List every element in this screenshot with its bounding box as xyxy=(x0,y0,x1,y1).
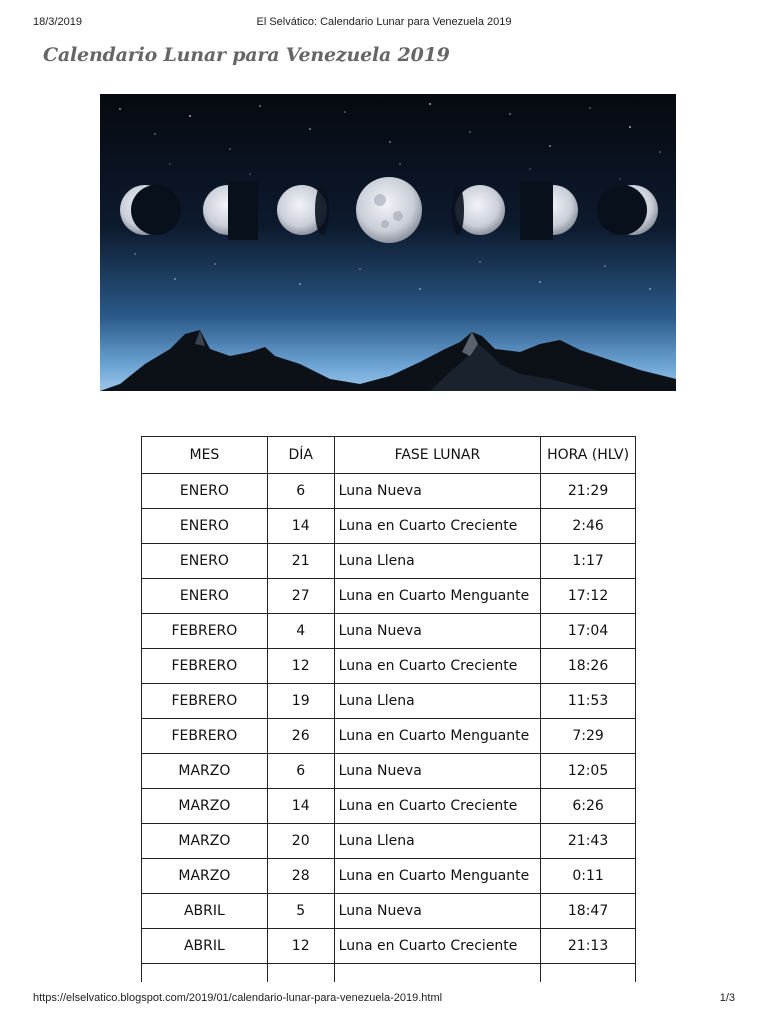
table-row xyxy=(142,754,636,789)
cell-mes: ABRIL xyxy=(142,894,268,929)
cell-mes: ENERO xyxy=(142,579,268,614)
moon-phases-over-mountains-image xyxy=(100,94,676,391)
print-page-title: El Selvático: Calendario Lunar para Venezuela 2019 xyxy=(256,16,512,28)
table-row-partial xyxy=(142,964,636,982)
cell-hora: 21:13 xyxy=(541,929,636,964)
table-row xyxy=(142,509,636,544)
cell-dia: 12 xyxy=(267,929,334,964)
table-row xyxy=(142,894,636,929)
header-hora: HORA (HLV) xyxy=(541,437,636,474)
table-row xyxy=(142,614,636,649)
post-title: Calendario Lunar para Venezuela 2019 xyxy=(43,44,450,66)
cell-hora: 1:17 xyxy=(541,544,636,579)
cell-dia: 28 xyxy=(267,859,334,894)
cell-dia: 4 xyxy=(267,614,334,649)
cell-hora: 21:29 xyxy=(541,474,636,509)
table-row xyxy=(142,929,636,964)
header-dia: DÍA xyxy=(267,437,334,474)
table-row xyxy=(142,649,636,684)
table-row xyxy=(142,579,636,614)
cell-hora: 2:46 xyxy=(541,509,636,544)
cell-fase: Luna en Cuarto Menguante xyxy=(334,719,541,754)
cell-mes: MARZO xyxy=(142,789,268,824)
cell-dia: 14 xyxy=(267,789,334,824)
header-fase-lunar: FASE LUNAR xyxy=(334,437,541,474)
cell-dia: 27 xyxy=(267,579,334,614)
cell-mes: ENERO xyxy=(142,544,268,579)
cell-dia: 6 xyxy=(267,474,334,509)
cell-hora: 12:05 xyxy=(541,754,636,789)
cell-hora: 17:12 xyxy=(541,579,636,614)
cell-mes: FEBRERO xyxy=(142,719,268,754)
cell-fase: Luna Nueva xyxy=(334,614,541,649)
table-header-row xyxy=(142,437,636,474)
print-header xyxy=(0,16,768,32)
cell-dia: 12 xyxy=(267,649,334,684)
cell-fase: Luna en Cuarto Creciente xyxy=(334,649,541,684)
cell-hora: 17:04 xyxy=(541,614,636,649)
cell-fase: Luna en Cuarto Creciente xyxy=(334,509,541,544)
cell-hora: 18:26 xyxy=(541,649,636,684)
table-row xyxy=(142,474,636,509)
page-number: 1/3 xyxy=(719,992,735,1004)
cell-mes: MARZO xyxy=(142,859,268,894)
table-row xyxy=(142,859,636,894)
print-date: 18/3/2019 xyxy=(33,16,82,28)
table-row xyxy=(142,544,636,579)
cell-fase: Luna en Cuarto Creciente xyxy=(334,929,541,964)
cell-hora: 18:47 xyxy=(541,894,636,929)
header-mes: MES xyxy=(142,437,268,474)
cell-dia: 21 xyxy=(267,544,334,579)
cell-dia: 26 xyxy=(267,719,334,754)
cell-empty xyxy=(142,964,268,982)
cell-fase: Luna Nueva xyxy=(334,754,541,789)
cell-mes: ABRIL xyxy=(142,929,268,964)
cell-fase: Luna en Cuarto Creciente xyxy=(334,789,541,824)
cell-empty xyxy=(334,964,541,982)
cell-hora: 6:26 xyxy=(541,789,636,824)
cell-dia: 20 xyxy=(267,824,334,859)
cell-empty xyxy=(267,964,334,982)
cell-dia: 14 xyxy=(267,509,334,544)
cell-fase: Luna Llena xyxy=(334,544,541,579)
cell-fase: Luna Llena xyxy=(334,684,541,719)
cell-mes: MARZO xyxy=(142,754,268,789)
cell-empty xyxy=(541,964,636,982)
cell-fase: Luna Nueva xyxy=(334,894,541,929)
page-url: https://elselvatico.blogspot.com/2019/01/calendario-lunar-para-venezuela-2019.html xyxy=(33,992,443,1004)
cell-fase: Luna Llena xyxy=(334,824,541,859)
cell-mes: FEBRERO xyxy=(142,684,268,719)
cell-dia: 19 xyxy=(267,684,334,719)
cell-mes: FEBRERO xyxy=(142,649,268,684)
cell-hora: 0:11 xyxy=(541,859,636,894)
cell-fase: Luna Nueva xyxy=(334,474,541,509)
cell-dia: 5 xyxy=(267,894,334,929)
cell-dia: 6 xyxy=(267,754,334,789)
cell-hora: 11:53 xyxy=(541,684,636,719)
cell-fase: Luna en Cuarto Menguante xyxy=(334,859,541,894)
table-row xyxy=(142,719,636,754)
cell-mes: MARZO xyxy=(142,824,268,859)
cell-mes: ENERO xyxy=(142,474,268,509)
cell-mes: FEBRERO xyxy=(142,614,268,649)
cell-fase: Luna en Cuarto Menguante xyxy=(334,579,541,614)
table-row xyxy=(142,789,636,824)
cell-mes: ENERO xyxy=(142,509,268,544)
table-row xyxy=(142,684,636,719)
cell-hora: 21:43 xyxy=(541,824,636,859)
lunar-calendar-table xyxy=(141,436,636,982)
table-row xyxy=(142,824,636,859)
cell-hora: 7:29 xyxy=(541,719,636,754)
